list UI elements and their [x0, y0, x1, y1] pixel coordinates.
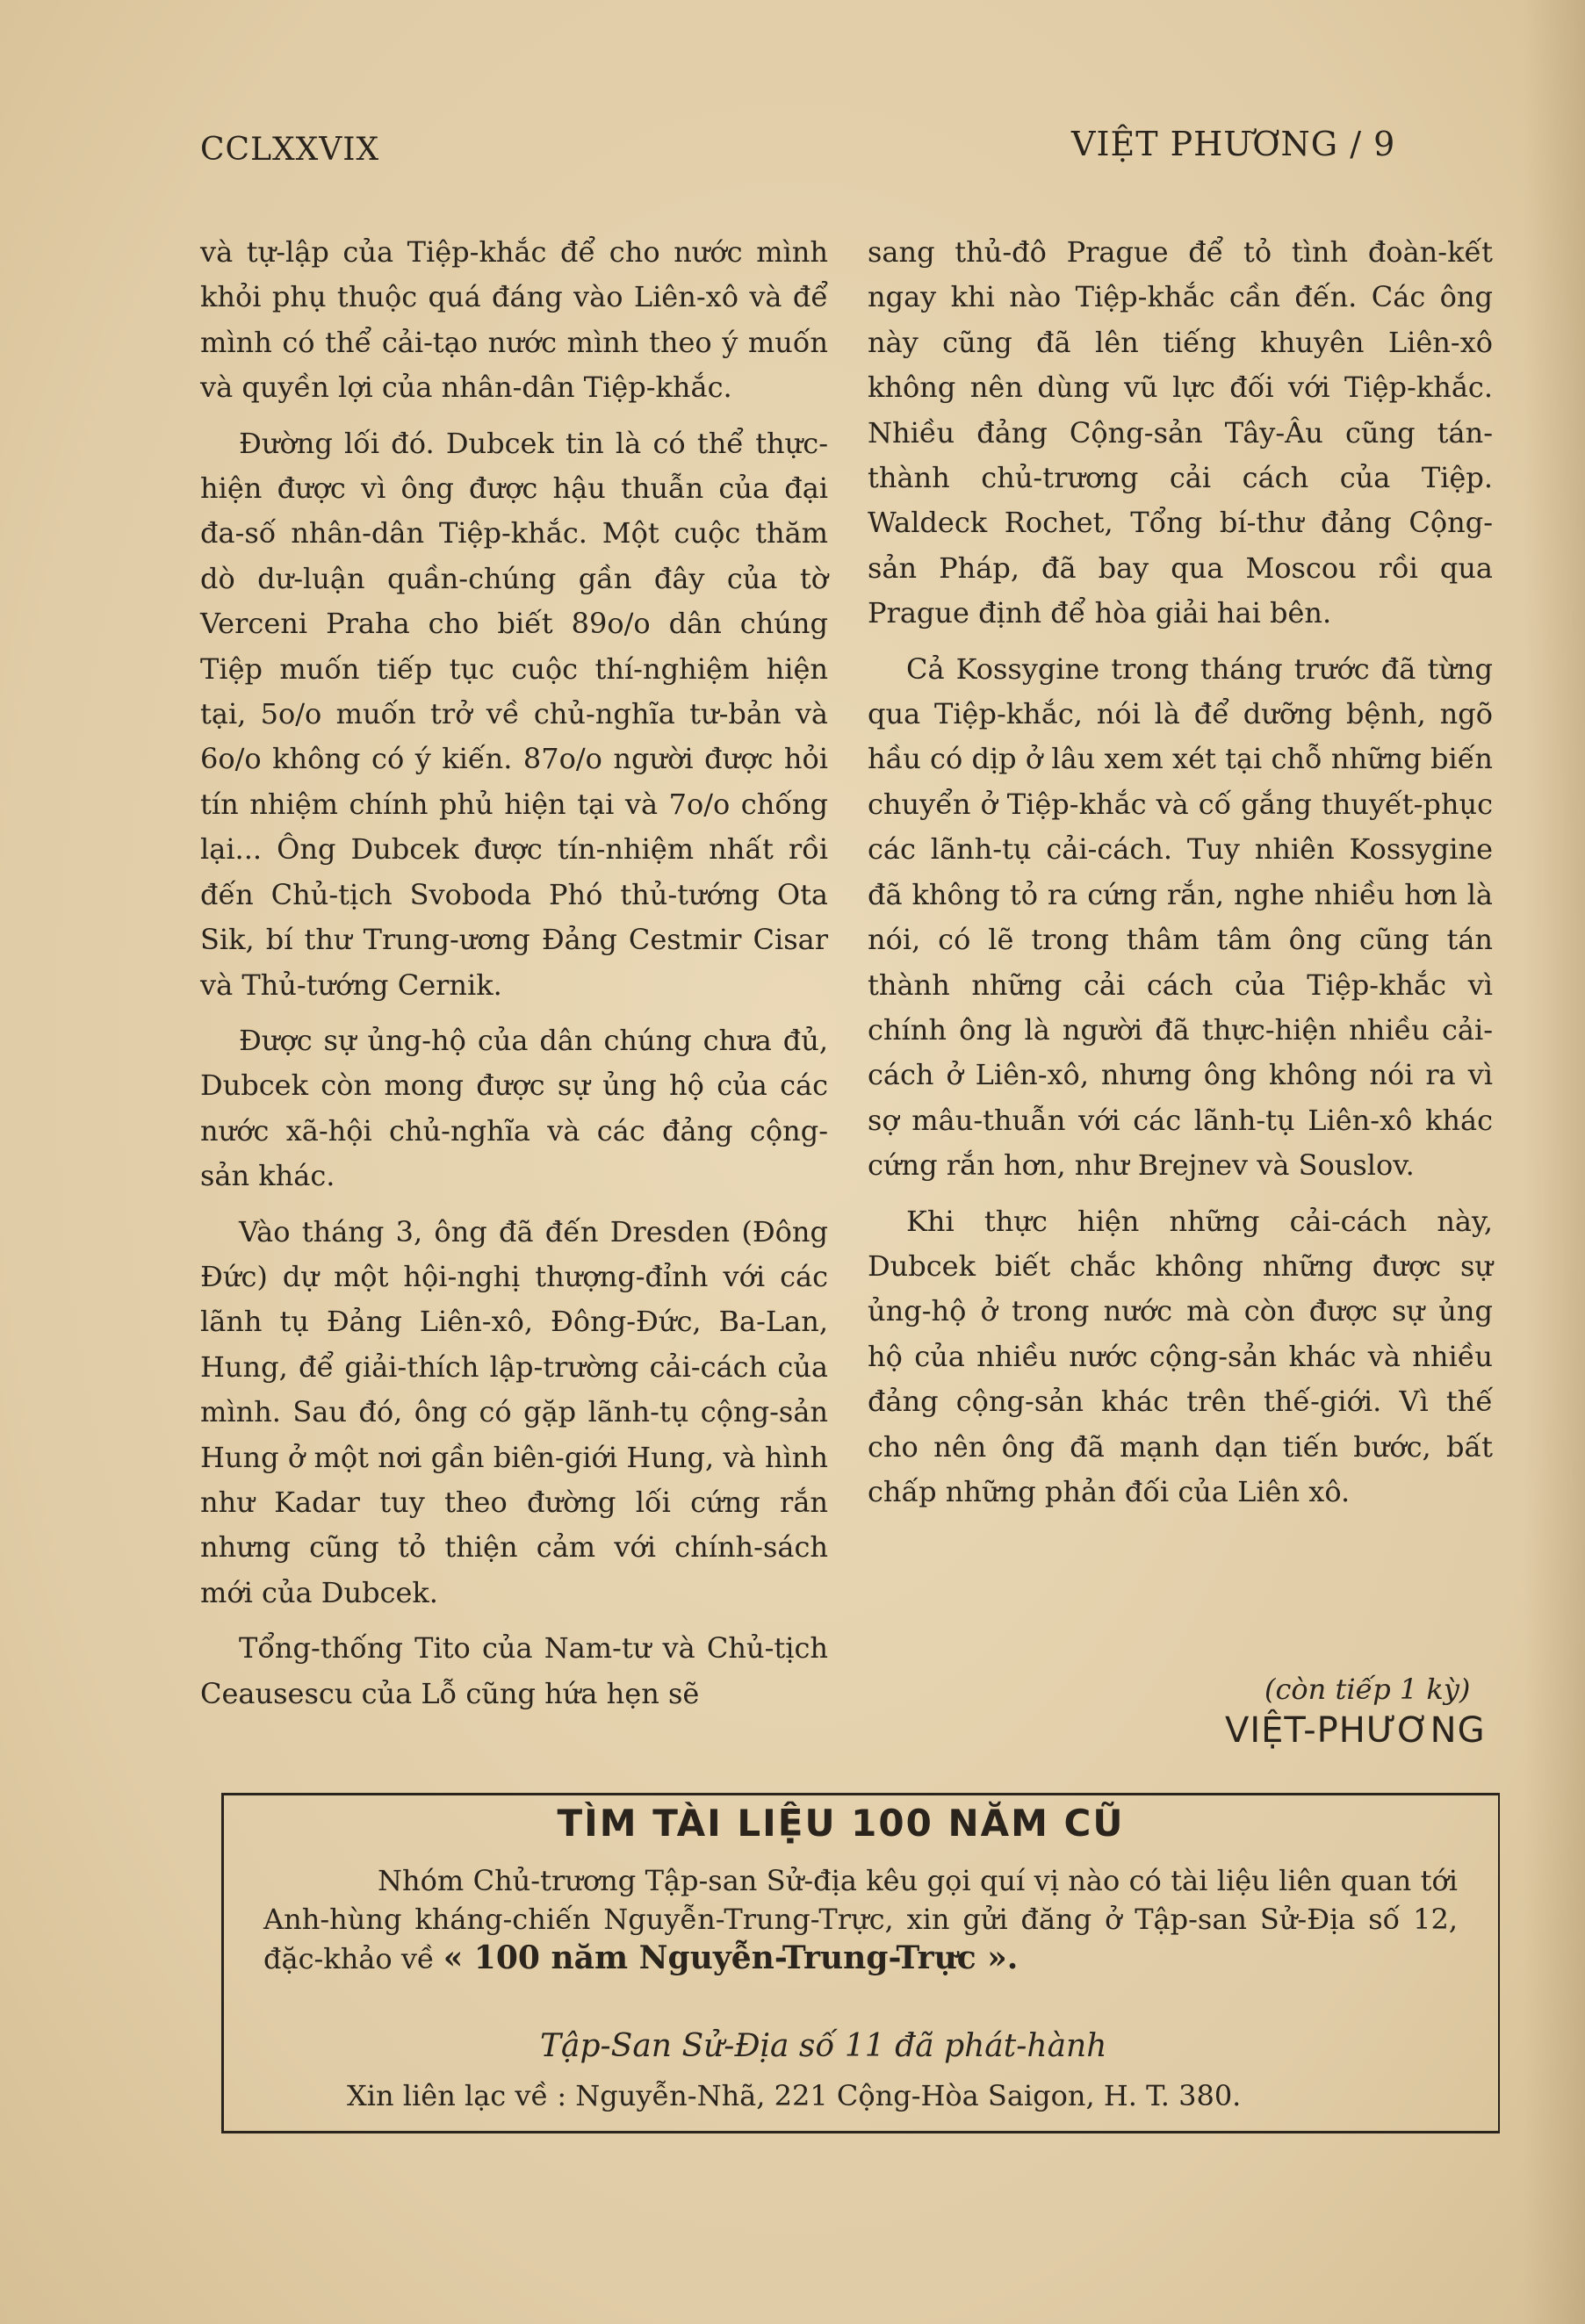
left-column: [200, 230, 828, 1727]
paragraph: Đường lối đó. Dubcek tin là có thể thực-hiện được vì ông được hậu thuẫn của đại đa-số nhân-dân Tiệp-khắc. Một cuộc thăm dò dư-luận quần-chúng gần đây của tờ Verceni Praha cho biết 89o/o dân chúng Tiệp muốn tiếp tục cuộc thí-nghiệm hiện tại, 5o/o muốn trở về chủ-nghĩa tư-bản và 6o/o không có ý kiến. 87o/o người được hỏi tín nhiệm chính phủ hiện tại và 7o/o chống lại... Ông Dubcek được tín-nhiệm nhất rồi đến Chủ-tịch Svoboda Phó thủ-tướng Ota Sik, bí thư Trung-ương Đảng Cestmir Cisar và Thủ-tướng Cernik.: [200, 426, 828, 1002]
paragraph: Cả Kossygine trong tháng trước đã từng qua Tiệp-khắc, nói là để dưỡng bệnh, ngõ hầu có dịp ở lâu xem xét tại chỗ những biến chuyển ở Tiệp-khắc và cố gắng thuyết-phục các lãnh-tụ cải-cách. Tuy nhiên Kossygine đã không tỏ ra cứng rắn, nghe nhiều hơn là nói, có lẽ trong thâm tâm ông cũng tán thành những cải cách của Tiệp-khắc vì chính ông là người đã thực-hiện nhiều cải-cách ở Liên-xô, nhưng ông không nói ra vì sợ mâu-thuẫn với các lãnh-tụ Liên-xô khác cứng rắn hơn, như Brejnev và Souslov.: [868, 651, 1493, 1183]
notice-body-text: Nhóm Chủ-trương Tập-san Sử-địa kêu gọi quí vị nào có tài liệu liên quan tới Anh-hùng kháng-chiến Nguyễn-Trung-Trực, xin gửi đăng ở Tập-san Sử-Địa số 12, đặc-khảo về: [263, 1864, 1458, 1975]
paragraph: và tự-lập của Tiệp-khắc để cho nước mình khỏi phụ thuộc quá đáng vào Liên-xô và để mình có thể cải-tạo nước mình theo ý muốn và quyền lợi của nhân-dân Tiệp-khắc.: [200, 235, 828, 405]
author-signature: VIỆT-PHƯƠNG: [1225, 1710, 1486, 1751]
page-header-right: VIỆT PHƯƠNG / 9: [1071, 125, 1396, 163]
paragraph: Vào tháng 3, ông đã đến Dresden (Đông Đức) dự một hội-nghị thượng-đỉnh với các lãnh tụ Đảng Liên-xô, Đông-Đức, Ba-Lan, Hung, để giải-thích lập-trường cải-cách của mình. Sau đó, ông có gặp lãnh-tụ cộng-sản Hung ở một nơi gần biên-giới Hung, và hình như Kadar tuy theo đường lối cứng rắn nhưng cũng tỏ thiện cảm với chính-sách mới của Dubcek.: [200, 1214, 828, 1609]
notice-title: TÌM TÀI LIỆU 100 NĂM CŨ: [557, 1802, 1125, 1845]
page-header-left: CCLXXVIX: [200, 132, 380, 168]
paragraph: Tổng-thống Tito của Nam-tư và Chủ-tịch Ceausescu của Lỗ cũng hứa hẹn sẽ: [200, 1631, 828, 1710]
notice-contact: Xin liên lạc về : Nguyễn-Nhã, 221 Cộng-Hòa Saigon, H. T. 380.: [347, 2079, 1242, 2112]
right-column: [868, 230, 1493, 1525]
paragraph: sang thủ-đô Prague để tỏ tình đoàn-kết ngay khi nào Tiệp-khắc cần đến. Các ông này cũng đã lên tiếng khuyên Liên-xô không nên dùng vũ lực đối với Tiệp-khắc. Nhiều đảng Cộng-sản Tây-Âu cũng tán-thành chủ-trương cải cách của Tiệp. Waldeck Rochet, Tổng bí-thư đảng Cộng-sản Pháp, đã bay qua Moscou rồi qua Prague định để hòa giải hai bên.: [868, 235, 1493, 630]
paragraph: Khi thực hiện những cải-cách này, Dubcek biết chắc không những được sự ủng-hộ ở trong nước mà còn được sự ủng hộ của nhiều nước cộng-sản khác và nhiều đảng cộng-sản khác trên thế-giới. Vì thế cho nên ông đã mạnh dạn tiến bước, bất chấp những phản đối của Liên xô.: [868, 1204, 1493, 1508]
paragraph: Được sự ủng-hộ của dân chúng chưa đủ, Dubcek còn mong được sự ủng hộ của các nước xã-hội chủ-nghĩa và các đảng cộng-sản khác.: [200, 1023, 828, 1193]
notice-body: [263, 1861, 1458, 1978]
continued-note: (còn tiếp 1 kỳ): [1264, 1673, 1471, 1706]
notice-body-emphasis: « 100 năm Nguyễn-Trung-Trực ».: [443, 1939, 1019, 1976]
page-edge-shadow: [1524, 0, 1585, 2324]
notice-issue: Tập-San Sử-Địa số 11 đã phát-hành: [540, 2028, 1107, 2064]
